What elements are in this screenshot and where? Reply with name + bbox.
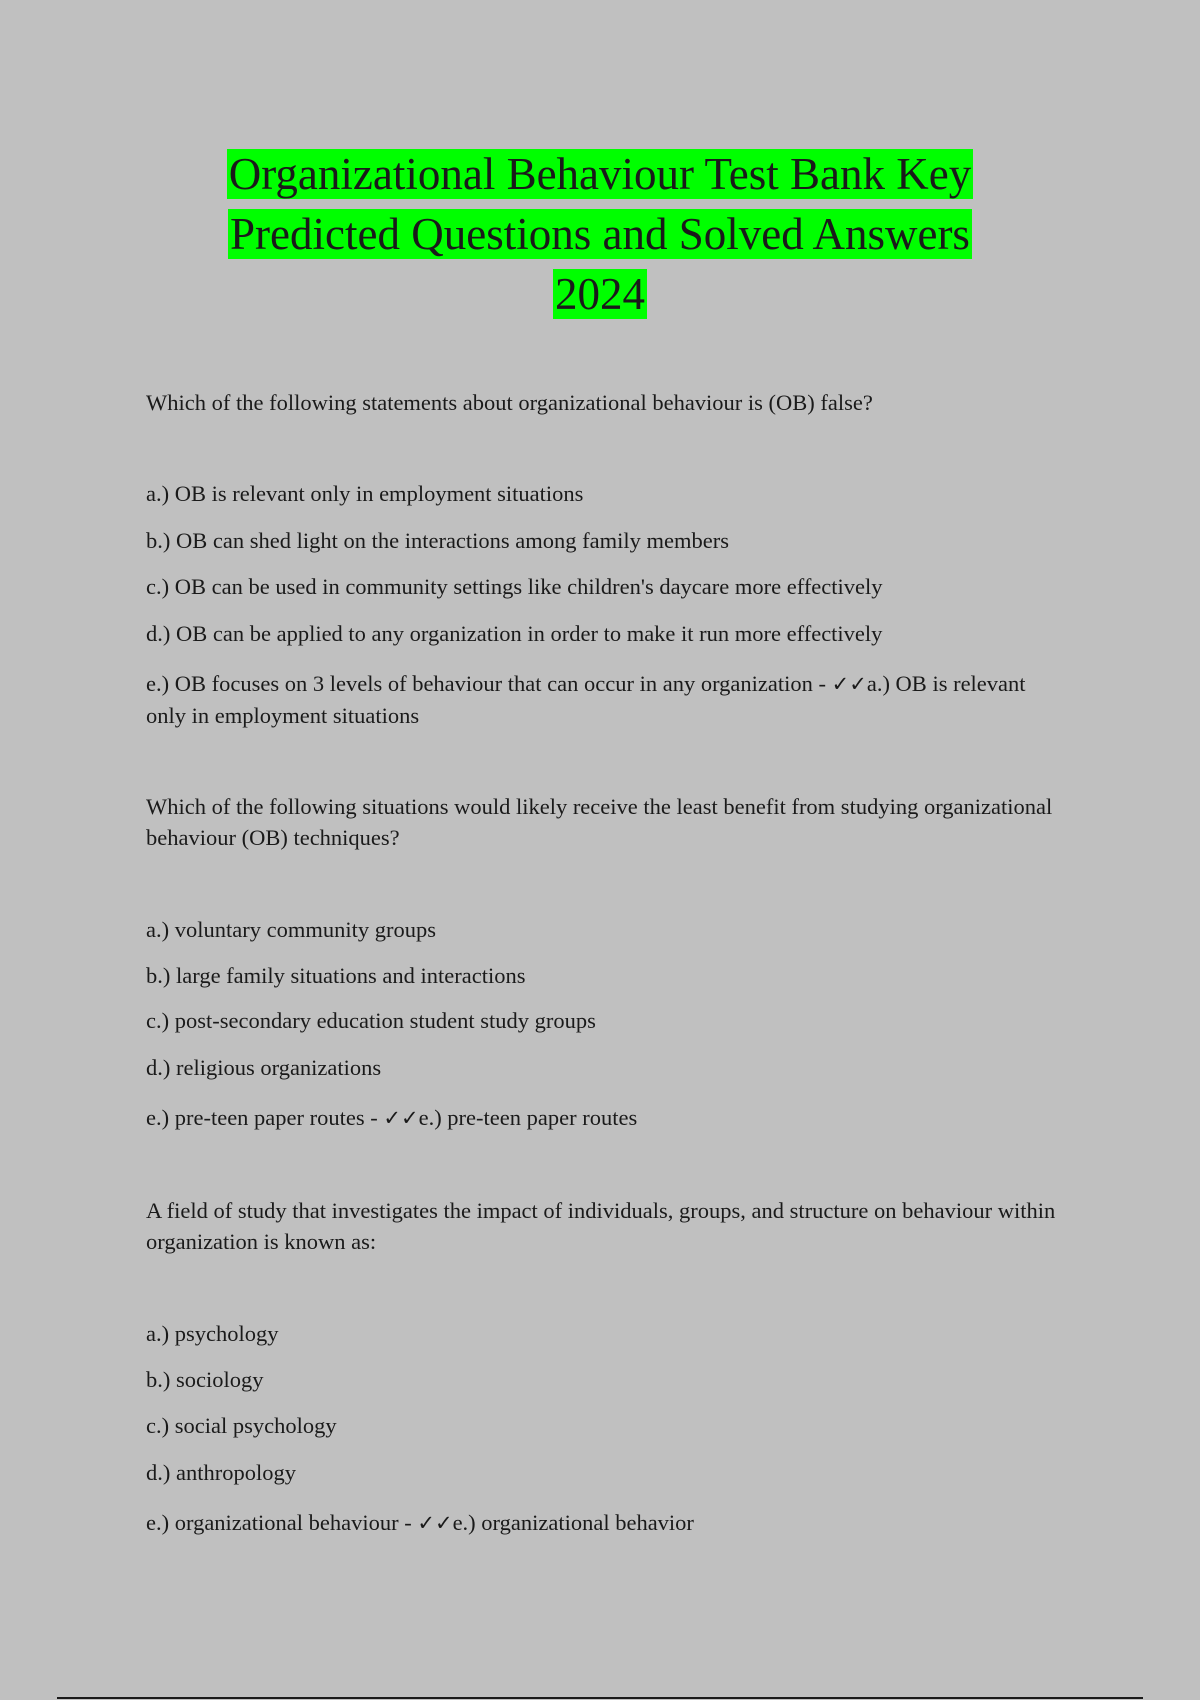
question-2-option-e: e.) pre-teen paper routes - [146, 1105, 378, 1130]
question-3-option-c: c.) social psychology [146, 1413, 337, 1438]
question-3-option-b: b.) sociology [146, 1367, 264, 1392]
title-line-1: Organizational Behaviour Test Bank Key [228, 149, 972, 199]
question-2-option-c: c.) post-secondary education student study groups [146, 1008, 596, 1033]
title-line-3: 2024 [555, 269, 645, 319]
question-2-option-b: b.) large family situations and interactions [146, 963, 526, 988]
question-2-option-d: d.) religious organizations [146, 1055, 382, 1080]
question-1-option-b: b.) OB can shed light on the interactions among family members [146, 528, 729, 553]
title-line-2: Predicted Questions and Solved Answers [230, 209, 970, 259]
question-3-prompt: A field of study that investigates the impact of individuals, groups, and structure on behaviour within organization is known as: [146, 1198, 1056, 1254]
question-2-prompt: Which of the following situations would likely receive the least benefit from studying organizational behaviour (OB) techniques? [146, 794, 1053, 850]
question-1-option-e: e.) OB focuses on 3 levels of behaviour that can occur in any organization - [146, 671, 826, 696]
question-3-option-e: e.) organizational behaviour - [146, 1510, 412, 1535]
question-3-option-d: d.) anthropology [146, 1460, 296, 1485]
question-2-option-a: a.) voluntary community groups [146, 917, 436, 942]
question-1-option-d: d.) OB can be applied to any organization in order to make it run more effectively [146, 621, 883, 646]
question-1-option-a: a.) OB is relevant only in employment situations [146, 481, 584, 506]
answer-check-icon: ✓✓ [383, 1106, 419, 1130]
question-1-prompt: Which of the following statements about organizational behaviour is (OB) false? [146, 390, 873, 415]
question-1-answer: a.) OB is relevant only in employment situations [146, 671, 1026, 728]
answer-check-icon: ✓✓ [831, 672, 867, 696]
document-title [140, 144, 1060, 324]
page-bottom-rule [57, 1697, 1143, 1699]
question-2-answer: e.) pre-teen paper routes [418, 1105, 638, 1130]
question-1-option-c: c.) OB can be used in community settings like children's daycare more effectively [146, 574, 883, 599]
question-3-answer: e.) organizational behavior [452, 1510, 694, 1535]
question-2-option-e-with-answer [146, 1102, 1046, 1134]
question-3-option-a: a.) psychology [146, 1321, 279, 1346]
answer-check-icon: ✓✓ [417, 1511, 453, 1535]
question-1-option-e-with-answer [146, 668, 1046, 731]
question-3-option-e-with-answer [146, 1507, 1046, 1539]
